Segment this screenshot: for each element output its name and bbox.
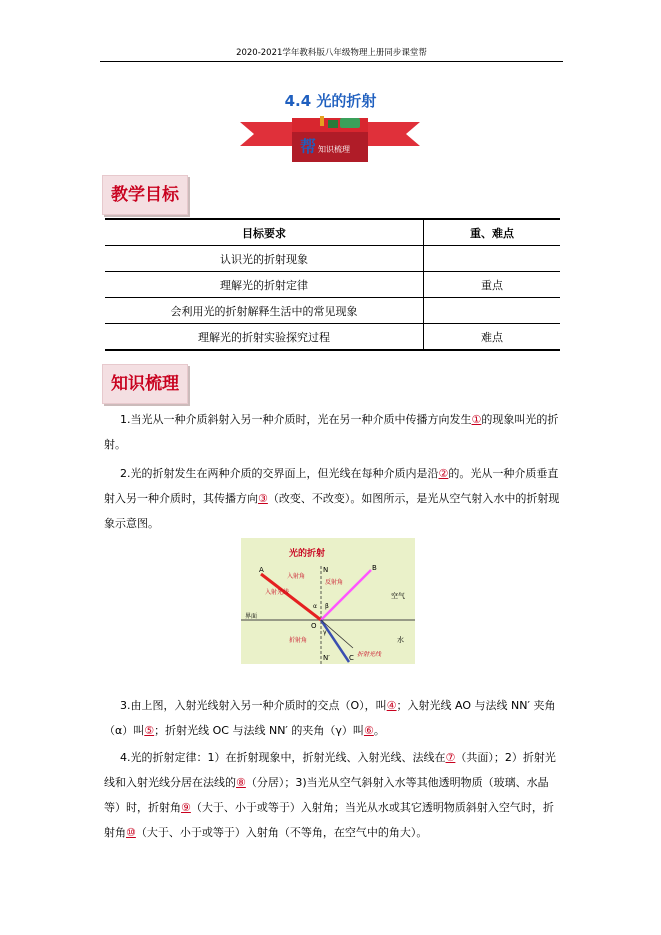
svg-text:N: N [323, 566, 329, 574]
answer-blank: ⑨ [181, 801, 191, 814]
answer-blank: ④ [386, 699, 397, 712]
table-header: 重、难点 [424, 219, 561, 246]
answer-blank: ⑤ [144, 724, 155, 737]
answer-blank: ① [471, 413, 482, 426]
svg-text:入射角: 入射角 [287, 573, 306, 580]
page-title: 4.4 光的折射 [284, 92, 377, 110]
answer-blank: ⑦ [445, 751, 456, 764]
answer-blank: ⑧ [236, 776, 246, 789]
table-row [105, 272, 560, 298]
answer-blank: ⑥ [363, 724, 374, 737]
table-cell [424, 298, 561, 324]
ribbon-char: 帮 [300, 137, 317, 156]
book-icon [328, 120, 338, 128]
svg-text:折射角: 折射角 [289, 637, 308, 644]
table-cell: 难点 [424, 324, 561, 351]
ribbon-banner [240, 116, 420, 166]
table-cell: 理解光的折射定律 [105, 272, 424, 298]
svg-text:α: α [313, 603, 317, 610]
table-header-row [105, 219, 560, 246]
page-header: 2020-2021学年教科版八年级物理上册同步课堂帮 [236, 48, 427, 58]
svg-text:B: B [372, 564, 377, 572]
paragraph-2: 2.光的折射发生在两种介质的交界面上，但光线在每种介质内是沿②的。光从一种介质垂直射入另一种介质时，其传播方向③（改变、不改变）。如图所示，是光从空气射入水中的折射现象示意图。 [104, 467, 560, 530]
header-rule [100, 61, 563, 62]
figure-title: 光的折射 [289, 549, 326, 559]
answer-blank: ② [438, 467, 449, 480]
svg-text:空气: 空气 [391, 592, 405, 600]
table-cell [424, 246, 561, 272]
svg-text:O: O [311, 622, 317, 630]
svg-text:γ: γ [323, 629, 327, 636]
goals-table [105, 218, 560, 351]
svg-text:水: 水 [397, 636, 404, 644]
pencil-icon [320, 116, 324, 126]
svg-text:折射光线: 折射光线 [357, 651, 382, 658]
answer-blank: ③ [258, 492, 268, 505]
table-row [105, 298, 560, 324]
svg-text:β: β [325, 603, 329, 610]
svg-text:界面: 界面 [245, 613, 258, 620]
answer-blank: ⑩ [126, 826, 136, 839]
section-knowledge: 知识梳理 [102, 364, 188, 404]
section-goals: 教学目标 [102, 175, 188, 215]
ribbon-label: 知识梳理 [318, 145, 350, 154]
table-cell: 理解光的折射实验探究过程 [105, 324, 424, 351]
svg-text:反射角: 反射角 [325, 579, 344, 586]
paragraph-3: 3.由上图，入射光线射入另一种介质时的交点（O），叫④；入射光线 AO 与法线 NN′ 夹角（α）叫⑤；折射光线 OC 与法线 NN′ 的夹角（γ）叫⑥。 [104, 699, 556, 737]
paragraph-4: 4.光的折射定律：1）在折射现象中，折射光线、入射光线、法线在⑦（共面）；2）折射光线和入射光线分居在法线的⑧（分居）；3)当光从空气斜射入水等其他透明物质（玻璃、水晶等）时，折射角⑨（大于、小于或等于）入射角；当光从水或其它透明物质斜射入空气时，折射角⑩（大于、小于或等于）入射角（不等角，在空气中的角大）。 [104, 751, 556, 839]
table-cell: 重点 [424, 272, 561, 298]
svg-text:C: C [349, 654, 354, 662]
table-row [105, 324, 560, 351]
svg-text:入射光线: 入射光线 [265, 589, 290, 596]
svg-text:N′: N′ [323, 654, 330, 662]
table-cell: 会利用光的折射解释生活中的常见现象 [105, 298, 424, 324]
table-cell: 认识光的折射现象 [105, 246, 424, 272]
svg-text:A: A [259, 566, 264, 574]
table-row [105, 246, 560, 272]
paragraph-1: 1.当光从一种介质斜射入另一种介质时，光在另一种介质中传播方向发生①的现象叫光的折射。 [104, 413, 559, 451]
table-header: 目标要求 [105, 219, 424, 246]
refraction-diagram [241, 538, 415, 664]
